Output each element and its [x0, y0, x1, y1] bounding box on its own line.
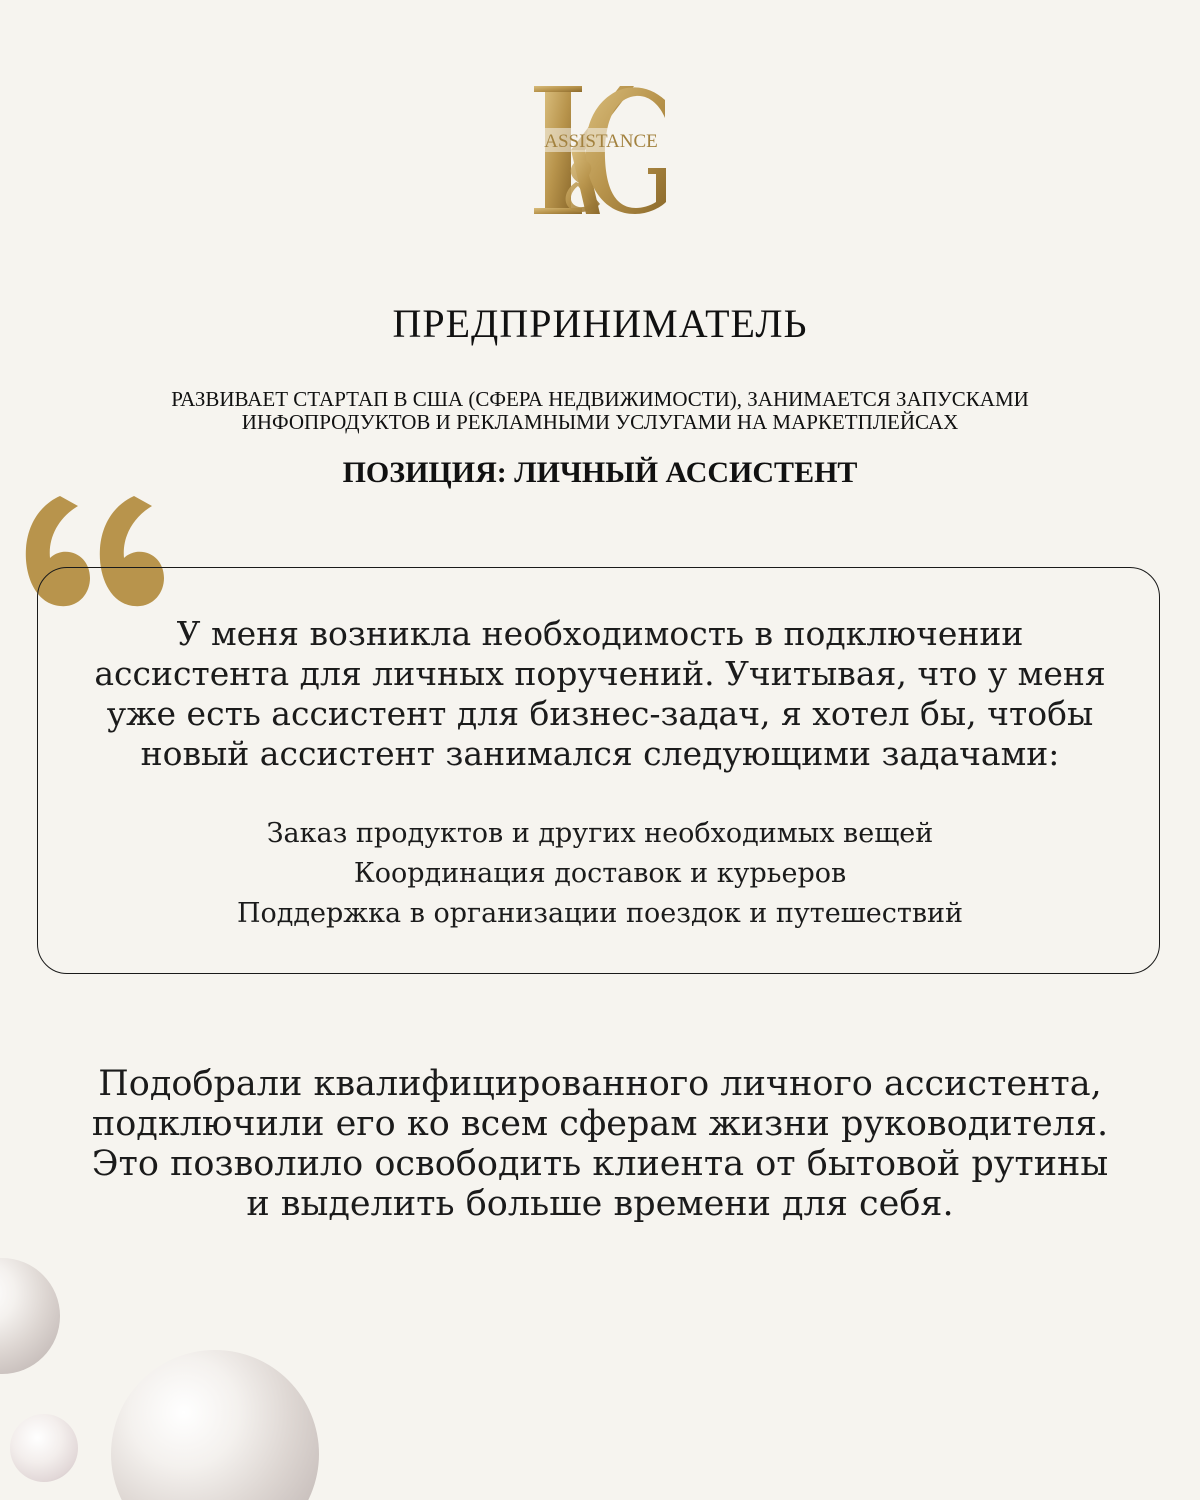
position-title: ПОЗИЦИЯ: ЛИЧНЫЙ АССИСТЕНТ	[342, 456, 858, 489]
logo-text: ASSISTANCE	[544, 131, 658, 152]
task-list	[40, 814, 1160, 934]
client-quote-line: У меня возникла необходимость в подключении	[176, 614, 1024, 653]
client-description-line: РАЗВИВАЕТ СТАРТАП В США (СФЕРА НЕДВИЖИМОСТИ), ЗАНИМАЕТСЯ ЗАПУСКАМИ	[171, 387, 1029, 411]
client-quote-line: уже есть ассистент для бизнес-задач, я хотел бы, чтобы	[106, 694, 1094, 733]
result-line: подключили его ко всем сферам жизни руководителя.	[91, 1104, 1109, 1144]
client-description-line: ИНФОПРОДУКТОВ И РЕКЛАМНЫМИ УСЛУГАМИ НА МАРКЕТПЛЕЙСАХ	[241, 410, 959, 434]
result-line: Это позволило освободить клиента от бытовой рутины	[91, 1144, 1109, 1184]
pearl-icon	[111, 1350, 319, 1500]
pearl-icon	[10, 1414, 78, 1482]
task-item: Заказ продуктов и других необходимых вещей	[266, 818, 934, 849]
result-text	[0, 1064, 1200, 1224]
client-description	[0, 388, 1200, 434]
task-item: Координация доставок и курьеров	[353, 858, 847, 889]
task-item: Поддержка в организации поездок и путешествий	[236, 898, 964, 929]
brand-logo	[0, 78, 1200, 223]
page-title: ПРЕДПРИНИМАТЕЛЬ	[392, 301, 808, 346]
result-line: и выделить больше времени для себя.	[246, 1184, 954, 1224]
pearl-icon	[0, 1258, 60, 1374]
client-quote-line: ассистента для личных поручений. Учитывая, что у меня	[94, 654, 1106, 693]
client-quote	[40, 614, 1160, 774]
client-quote-line: новый ассистент занимался следующими задачами:	[140, 734, 1060, 773]
result-line: Подобрали квалифицированного личного ассистента,	[98, 1064, 1102, 1104]
pearls-decoration	[0, 1240, 340, 1500]
